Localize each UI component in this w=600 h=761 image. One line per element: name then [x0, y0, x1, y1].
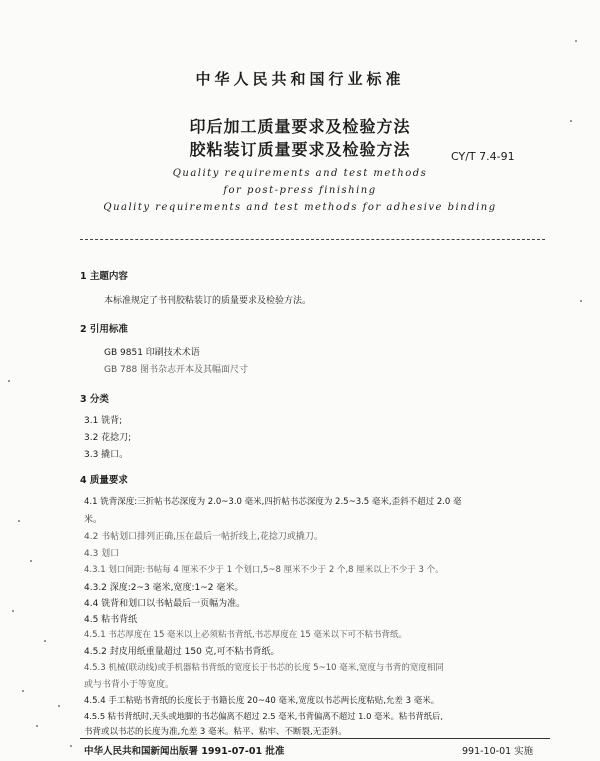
- document-header: 中华人民共和国行业标准: [195, 70, 405, 88]
- document-title-2: 胶粘装订质量要求及检验方法: [189, 140, 411, 159]
- section-1-heading: 1 主题内容: [80, 271, 128, 282]
- section-4-heading: 4 质量要求: [80, 475, 128, 486]
- document-title-1: 印后加工质量要求及检验方法: [189, 117, 411, 136]
- reference-gb788: GB 788 图书杂志开本及其幅面尺寸: [104, 365, 249, 375]
- standard-code: CY/T 7.4-91: [451, 150, 515, 163]
- reference-gb9851: GB 9851 印刷技术术语: [104, 348, 200, 358]
- english-title-1: Quality requirements and test methods: [172, 168, 428, 179]
- section-3-3: 3.3 撬口。: [84, 450, 129, 460]
- footer-implementation: 991-10-01 实施: [462, 746, 534, 757]
- section-4-5: 4.5 粘书背纸: [84, 615, 138, 625]
- footer-approval: 中华人民共和国新闻出版署 1991-07-01 批准: [84, 746, 285, 757]
- section-4-5-5-line-1: 4.5.5 粘书背纸时,天头或地脚的书芯偏离不超过 2.5 毫米,书背偏离不超过 1.0 毫米。粘书背纸后,: [84, 711, 443, 721]
- section-4-5-1: 4.5.1 书芯厚度在 15 毫米以上必须粘书背纸,书芯厚度在 15 毫米以下可不粘书背纸。: [84, 630, 407, 640]
- section-4-3: 4.3 划口: [84, 549, 120, 559]
- title-divider: [80, 239, 545, 240]
- section-2-heading: 2 引用标准: [80, 324, 128, 335]
- section-4-5-5-line-2: 书背或以书芯的长度为准,允差 3 毫米。粘平、粘牢、不断裂,无歪斜。: [84, 727, 347, 737]
- section-3-1: 3.1 铣背;: [84, 416, 123, 426]
- english-title-3: Quality requirements and test methods for adhesive binding: [103, 202, 497, 213]
- section-4-1-line-2: 米。: [84, 515, 103, 525]
- section-3-2: 3.2 花捻刀;: [84, 433, 132, 443]
- english-title-2: for post-press finishing: [223, 185, 377, 196]
- section-4-3-1: 4.3.1 划口间距:书帖每 4 厘米不少于 1 个划口,5~8 厘米不少于 2 个,8 厘米以上不少于 3 个。: [84, 565, 444, 575]
- section-4-5-3-line-1: 4.5.3 机械(联动线)或手机器粘书背纸的宽度长于书芯的长度 5~10 毫米,宽度与书背的宽度相同: [84, 663, 444, 673]
- section-4-4: 4.4 铣背和划口以书帖最后一页幅为准。: [84, 599, 246, 609]
- section-4-3-2: 4.3.2 深度:2~3 毫米,宽度:1~2 毫米。: [84, 583, 244, 593]
- section-4-2: 4.2 书帖划口排列正确,压在最后一帖折线上,花捻刀或撬刀。: [84, 532, 323, 542]
- section-1-text: 本标准规定了书刊胶粘装订的质量要求及检验方法。: [104, 296, 312, 306]
- section-4-1-line-1: 4.1 铣背深度:三折帖书芯深度为 2.0~3.0 毫米,四折帖书芯深度为 2.5~3.5 毫米,歪斜不超过 2.0 毫: [84, 497, 462, 507]
- section-4-5-3-line-2: 或与书背小于等宽度。: [84, 680, 175, 690]
- section-3-heading: 3 分类: [80, 394, 109, 405]
- footer-divider: [80, 738, 550, 739]
- section-4-5-2: 4.5.2 封皮用纸重量超过 150 克,可不粘书背纸。: [84, 647, 280, 657]
- section-4-5-4: 4.5.4 手工粘贴书背纸的长度长于书籍长度 20~40 毫米,宽度以书芯两长度粘贴,允差 3 毫米。: [84, 696, 440, 706]
